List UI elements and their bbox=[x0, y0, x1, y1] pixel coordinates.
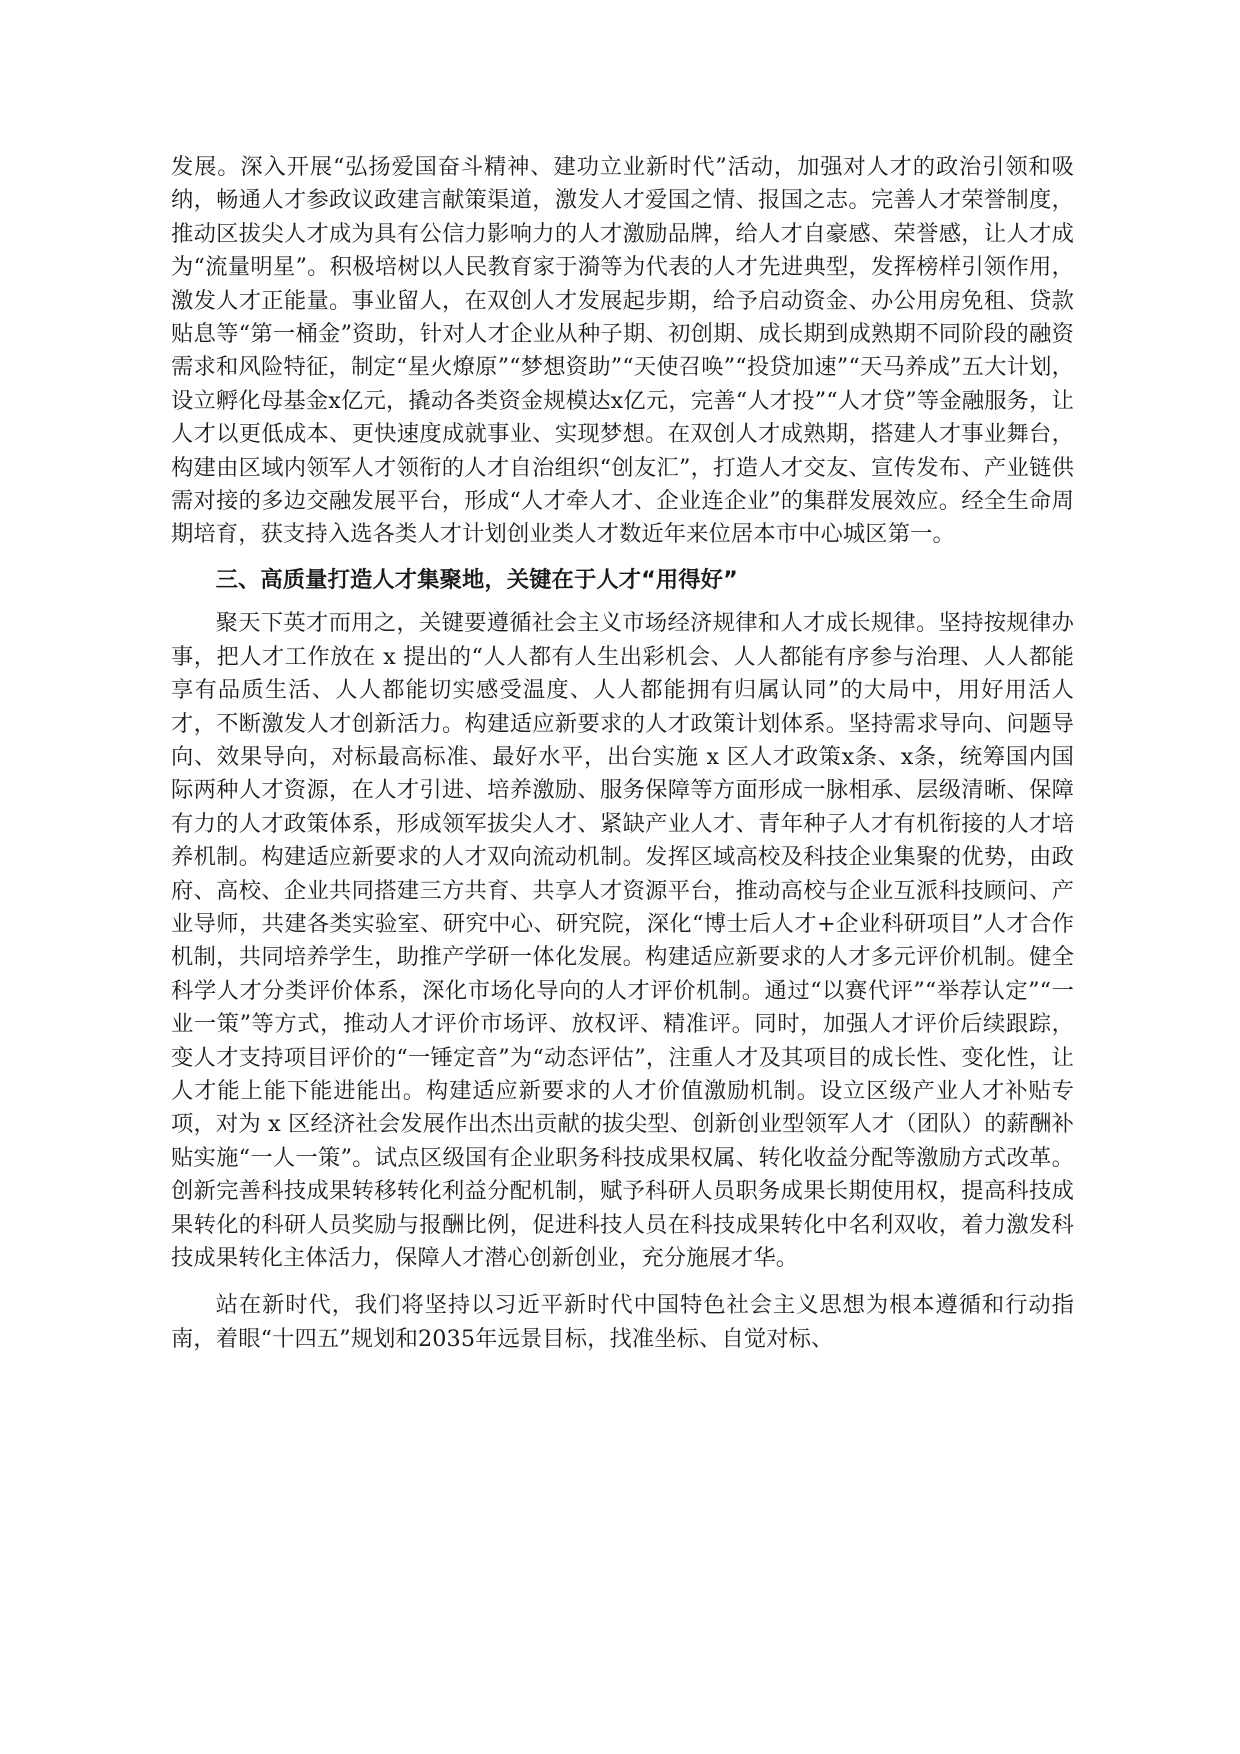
body-paragraph: 聚天下英才而用之，关键要遵循社会主义市场经济规律和人才成长规律。坚持按规律办事，把人才工作放在 x 提出的“人人都有人生出彩机会、人人都能有序参与治理、人人都能享有品质生活、人人都能切实感受温度、人人都能拥有归属认同”的大局中，用好用活人才，不断激发人才创新活力。构建适应新要求的人才政策计划体系。坚持需求导向、问题导向、效果导向，对标最高标准、最好水平，出台实施 x 区人才政策x条、x条，统筹国内国际两种人才资源，在人才引进、培养激励、服务保障等方面形成一脉相承、层级清晰、保障有力的人才政策体系，形成领军拔尖人才、紧缺产业人才、青年种子人才有机衔接的人才培养机制。构建适应新要求的人才双向流动机制。发挥区域高校及科技企业集聚的优势，由政府、高校、企业共同搭建三方共育、共享人才资源平台，推动高校与企业互派科技顾问、产业导师，共建各类实验室、研究中心、研究院，深化“博士后人才+企业科研项目”人才合作机制，共同培养学生，助推产学研一体化发展。构建适应新要求的人才多元评价机制。健全科学人才分类评价体系，深化市场化导向的人才评价机制。通过“以赛代评”“举荐认定”“一业一策”等方式，推动人才评价市场评、放权评、精准评。同时，加强人才评价后续跟踪，变人才支持项目评价的“一锤定音”为“动态评估”，注重人才及其项目的成长性、变化性，让人才能上能下能进能出。构建适应新要求的人才价值激励机制。设立区级产业人才补贴专项，对为 x 区经济社会发展作出杰出贡献的拔尖型、创新创业型领军人才（团队）的薪酬补贴实施“一人一策”。试点区级国有企业职务科技成果权属、转化收益分配等激励方式改革。创新完善科技成果转移转化利益分配机制，赋予科研人员职务成果长期使用权，提高科技成果转化的科研人员奖励与报酬比例，促进科技人员在科技成果转化中名利双收，着力激发科技成果转化主体活力，保障人才潜心创新创业，充分施展才华。 bbox=[171, 610, 1074, 1271]
section-heading: 三、高质量打造人才集聚地，关键在于人才“用得好” bbox=[215, 566, 738, 593]
body-paragraph: 发展。深入开展“弘扬爱国奋斗精神、建功立业新时代”活动，加强对人才的政治引领和吸纳，畅通人才参政议政建言献策渠道，激发人才爱国之情、报国之志。完善人才荣誉制度，推动区拔尖人才成为具有公信力影响力的人才激励品牌，给人才自豪感、荣誉感，让人才成为“流量明星”。积极培树以人民教育家于漪等为代表的人才先进典型，发挥榜样引领作用，激发人才正能量。事业留人，在双创人才发展起步期，给予启动资金、办公用房免租、贷款贴息等“第一桶金”资助，针对人才企业从种子期、初创期、成长期到成熟期不同阶段的融资需求和风险特征，制定“星火燎原”“梦想资助”“天使召唤”“投贷加速”“天马养成”五大计划，设立孵化母基金x亿元，撬动各类资金规模达x亿元，完善“人才投”“人才贷”等金融服务，让人才以更低成本、更快速度成就事业、实现梦想。在双创人才成熟期，搭建人才事业舞台，构建由区域内领军人才领衔的人才自治组织“创友汇”，打造人才交友、宣传发布、产业链供需对接的多边交融发展平台，形成“人才牵人才、企业连企业”的集群发展效应。经全生命周期培育，获支持入选各类人才计划创业类人才数近年来位居本市中心城区第一。 bbox=[171, 154, 1074, 548]
document-body bbox=[171, 151, 1074, 1356]
body-paragraph: 站在新时代，我们将坚持以习近平新时代中国特色社会主义思想为根本遵循和行动指南，着眼“十四五”规划和2035年远景目标，找准坐标、自觉对标、 bbox=[171, 1292, 1074, 1352]
